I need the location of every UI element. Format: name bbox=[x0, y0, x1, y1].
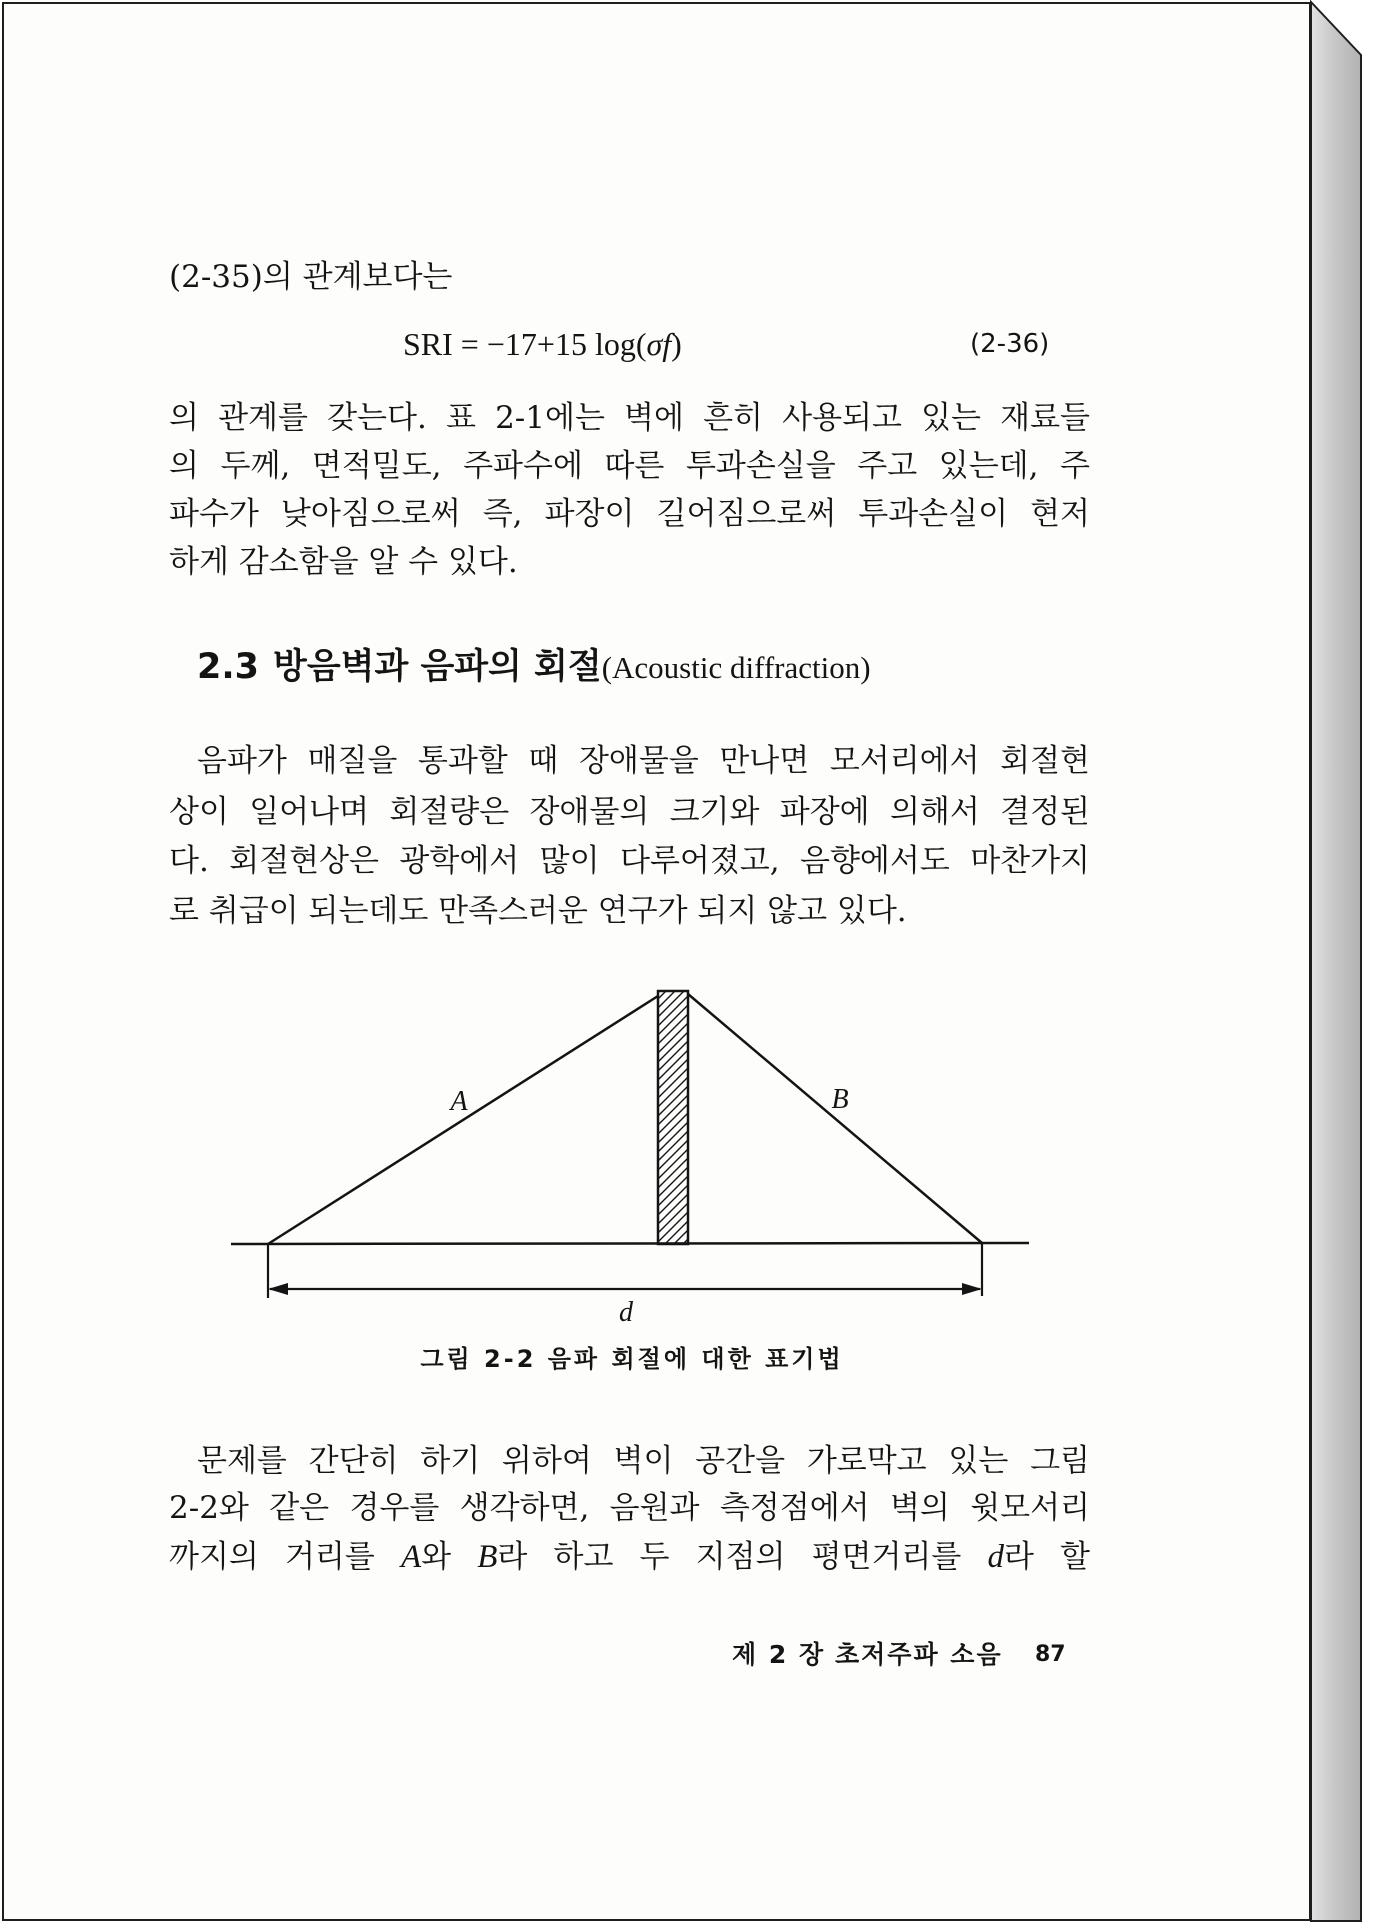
figure-caption: 그림 2-2 음파 회절에 대한 표기법 bbox=[420, 1345, 844, 1373]
section-number: 2.3 bbox=[197, 647, 260, 687]
variable-a: A bbox=[400, 1539, 422, 1575]
label-a: A bbox=[450, 1086, 468, 1117]
line3-segment-2: 와 bbox=[421, 1539, 478, 1575]
equation-prefix: SRI = −17+15 log( bbox=[403, 326, 647, 362]
intro-line: (2-35)의 관계보다는 bbox=[169, 259, 453, 295]
page-number: 87 bbox=[1035, 1642, 1066, 1667]
line3-segment-1: 까지의 거리를 bbox=[169, 1539, 401, 1575]
section-title-english: (Acoustic diffraction) bbox=[601, 650, 871, 685]
paragraph-2-line-1: 음파가 매질을 통과할 때 장애물을 만나면 모서리에서 회절현 bbox=[197, 743, 1090, 779]
dimension-arrow-right bbox=[962, 1283, 982, 1295]
section-title: 방음벽과 음파의 회절 bbox=[273, 647, 602, 687]
equation-2-36 bbox=[403, 324, 682, 364]
equation-number: (2-36) bbox=[970, 329, 1050, 359]
paragraph-3-line-3 bbox=[169, 1537, 1090, 1577]
paragraph-3-line-2: 2-2와 같은 경우를 생각하면, 음원과 측정점에서 벽의 윗모서리 bbox=[169, 1490, 1090, 1526]
paragraph-1-line-3: 파수가 낮아짐으로써 즉, 파장이 길어짐으로써 투과손실이 현저 bbox=[169, 496, 1090, 532]
section-heading bbox=[197, 644, 871, 690]
paragraph-2-line-2: 상이 일어나며 회절량은 장애물의 크기와 파장에 의해서 결정된 bbox=[169, 794, 1090, 830]
ground-line bbox=[231, 1243, 1029, 1244]
label-b: B bbox=[831, 1084, 849, 1115]
paragraph-1-line-4: 하게 감소함을 알 수 있다. bbox=[169, 544, 518, 580]
equation-variable: σf bbox=[646, 326, 672, 362]
dimension-arrow-left bbox=[268, 1283, 288, 1295]
footer-chapter: 제 2 장 bbox=[732, 1640, 826, 1669]
footer-chapter-title: 초저주파 소음 bbox=[835, 1640, 1003, 1669]
paragraph-2-line-4: 로 취급이 되는데도 만족스러운 연구가 되지 않고 있다. bbox=[169, 893, 907, 929]
barrier-wall bbox=[658, 991, 688, 1244]
paragraph-2-line-3: 다. 회절현상은 광학에서 많이 다루어졌고, 음향에서도 마찬가지 bbox=[169, 843, 1090, 879]
line3-segment-4: 라 할 bbox=[1003, 1539, 1091, 1575]
equation-suffix: ) bbox=[671, 326, 682, 362]
variable-b: B bbox=[477, 1539, 498, 1575]
paragraph-1-line-1: 의 관계를 갖는다. 표 2-1에는 벽에 흔히 사용되고 있는 재료들 bbox=[169, 400, 1090, 436]
path-b-line bbox=[688, 994, 982, 1243]
paragraph-3-line-1: 문제를 간단히 하기 위하여 벽이 공간을 가로막고 있는 그림 bbox=[197, 1443, 1090, 1479]
variable-d: d bbox=[987, 1539, 1004, 1575]
label-d: d bbox=[619, 1297, 633, 1328]
line3-segment-3: 라 하고 두 지점의 평면거리를 bbox=[497, 1539, 988, 1575]
paragraph-1-line-2: 의 두께, 면적밀도, 주파수에 따른 투과손실을 주고 있는데, 주 bbox=[169, 448, 1090, 484]
path-a-line bbox=[268, 996, 658, 1244]
diffraction-figure bbox=[200, 980, 1060, 1340]
